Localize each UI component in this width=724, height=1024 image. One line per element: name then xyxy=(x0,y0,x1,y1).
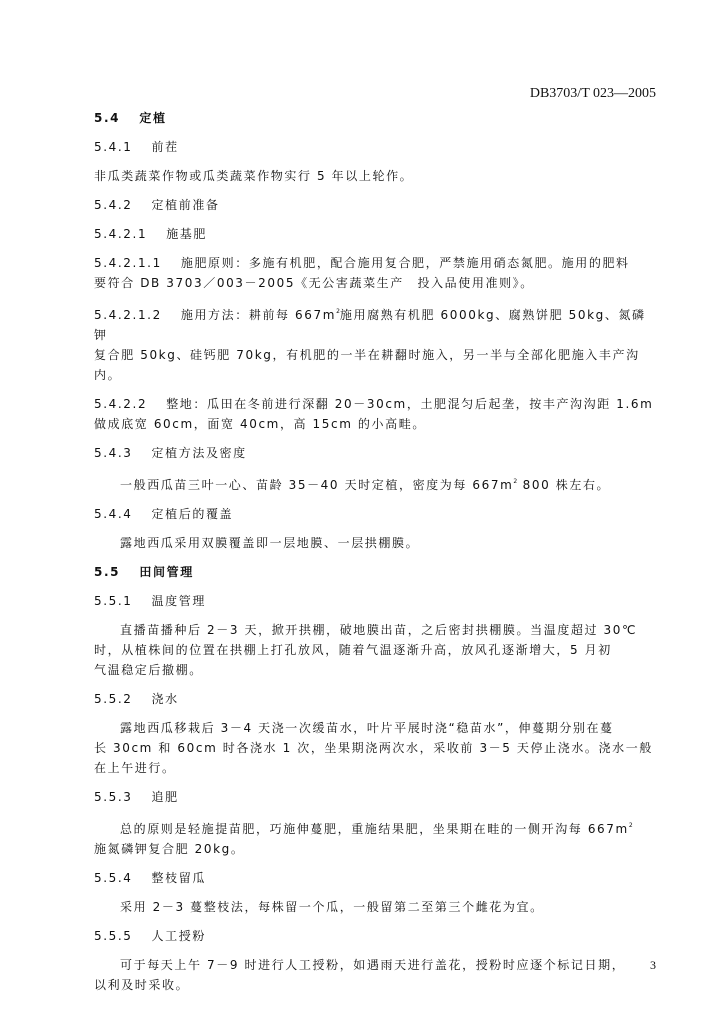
paragraph-line: 内。 xyxy=(94,368,122,382)
subsection-heading: 5.5.1 温度管理 xyxy=(94,594,206,608)
subsection-heading: 5.5.5 人工授粉 xyxy=(94,929,206,943)
standard-code: DB3703/T 023—2005 xyxy=(529,86,656,101)
paragraph-line: 做成底宽 60cm，面宽 40cm，高 15cm 的小高畦。 xyxy=(94,417,426,431)
paragraph-line: 露地西瓜移栽后 3－4 天浇一次缓苗水，叶片平展时浇“稳苗水”，伸蔓期分别在蔓 xyxy=(120,721,614,735)
document-body xyxy=(94,108,656,995)
text-segment: 800 株左右。 xyxy=(517,478,611,492)
section-heading: 5.5 田间管理 xyxy=(94,565,194,579)
paragraph-line: 复合肥 50kg、硅钙肥 70kg，有机肥的一半在耕翻时施入，另一半与全部化肥施入丰产沟 xyxy=(94,348,640,362)
paragraph-line: 长 30cm 和 60cm 时各浇水 1 次，坐果期浇两次水，采收前 3－5 天停止浇水。浇水一般 xyxy=(94,741,653,755)
text-segment: 总的原则是轻施提苗肥，巧施伸蔓肥，重施结果肥，坐果期在畦的一侧开沟每 667m xyxy=(120,822,629,836)
superscript: 2 xyxy=(336,308,340,315)
paragraph-line: 在上午进行。 xyxy=(94,761,176,775)
subsection-heading: 5.5.4 整枝留瓜 xyxy=(94,871,206,885)
paragraph-line: 可于每天上午 7－9 时进行人工授粉，如遇雨天进行盖花，授粉时应逐个标记日期， xyxy=(120,958,626,972)
text-segment: 施用腐熟有机肥 6000kg、腐熟饼肥 50kg、氮磷钾 xyxy=(94,308,646,342)
subsection-heading: 5.4.2.1 施基肥 xyxy=(94,227,207,241)
paragraph-line: 5.4.2.2 整地：瓜田在冬前进行深翻 20－30cm，土肥混匀后起垄，按丰产沟沟距 1.6m xyxy=(94,397,654,411)
superscript: 2 xyxy=(513,478,518,485)
paragraph-line: 施氮磷钾复合肥 20kg。 xyxy=(94,842,245,856)
page-number: 3 xyxy=(650,958,656,972)
subsection-heading: 5.4.1 前茬 xyxy=(94,140,179,154)
paragraph-line: 气温稳定后撤棚。 xyxy=(94,663,203,677)
paragraph-line xyxy=(94,302,656,345)
paragraph-line xyxy=(94,472,656,495)
subsection-heading: 5.4.2 定植前准备 xyxy=(94,198,220,212)
text-segment: 一般西瓜苗三叶一心、苗龄 35－40 天时定植，密度为每 667m xyxy=(120,478,514,492)
paragraph-line xyxy=(94,816,656,839)
paragraph-line: 露地西瓜采用双膜覆盖即一层地膜、一层拱棚膜。 xyxy=(120,536,420,550)
subsection-heading: 5.5.3 追肥 xyxy=(94,790,179,804)
paragraph-line: 要符合 DB 3703／003－2005《无公害蔬菜生产 投入品使用准则》。 xyxy=(94,276,534,290)
paragraph-line: 时，从植株间的位置在拱棚上打孔放风，随着气温逐渐升高，放风孔逐渐增大，5 月初 xyxy=(94,643,612,657)
paragraph-line: 以利及时采收。 xyxy=(94,978,190,992)
subsection-heading: 5.5.2 浇水 xyxy=(94,692,179,706)
text-segment: 5.4.2.1.2 施用方法：耕前每 667m xyxy=(94,308,337,322)
paragraph-line: 5.4.2.1.1 施肥原则：多施有机肥，配合施用复合肥，严禁施用硝态氮肥。施用的肥料 xyxy=(94,256,630,270)
subsection-heading: 5.4.4 定植后的覆盖 xyxy=(94,507,234,521)
paragraph-line: 非瓜类蔬菜作物或瓜类蔬菜作物实行 5 年以上轮作。 xyxy=(94,169,414,183)
paragraph-line: 直播苗播种后 2－3 天，掀开拱棚，破地膜出苗，之后密封拱棚膜。当温度超过 30℃ xyxy=(120,623,638,637)
superscript: 2 xyxy=(628,822,633,829)
subsection-heading: 5.4.3 定植方法及密度 xyxy=(94,446,247,460)
paragraph-line: 采用 2－3 蔓整枝法，每株留一个瓜，一般留第二至第三个雌花为宜。 xyxy=(120,900,544,914)
section-heading: 5.4 定植 xyxy=(94,111,167,125)
